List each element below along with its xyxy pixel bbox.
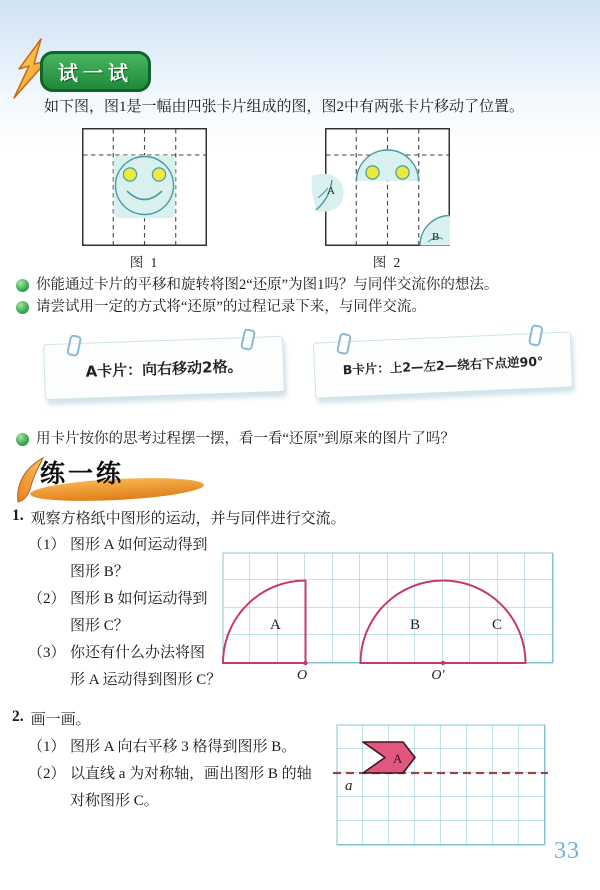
point-o-label: O <box>296 668 308 683</box>
note-card-b <box>313 331 573 398</box>
question-2-item-2 <box>28 761 348 815</box>
bullet-line-3 <box>16 430 596 450</box>
item-text: 图形 B 如何运动得到 图形 C？ <box>70 591 208 634</box>
bullet-2-text: 请尝试用一定的方式将“还原”的过程记录下来，与同伴交流。 <box>36 299 426 315</box>
figure-1-caption: 图 1 <box>129 255 160 270</box>
green-bullet-icon <box>16 301 29 314</box>
note-b-text: B卡片：上2—左2—绕右下点逆90° <box>342 353 544 378</box>
green-bullet-icon <box>16 433 29 446</box>
shape-a-label: A <box>393 751 403 766</box>
item-text: 图形 A 如何运动得到 图形 B？ <box>70 537 208 580</box>
item-number: （1） <box>28 537 66 553</box>
question-1-grid-figure <box>222 552 556 684</box>
item-text: 你还有什么办法将图 形 A 运动得到图形 C？ <box>70 645 222 688</box>
piece-a-label: A <box>327 185 335 197</box>
try-section-header <box>10 38 180 104</box>
point-o-prime-label: O′ <box>431 668 445 683</box>
item-number: （2） <box>28 766 66 782</box>
question-2-number: 2. <box>12 708 24 725</box>
question-1-item-3 <box>28 640 253 694</box>
bullet-1-text: 你能通过卡片的平移和旋转将图2“还原”为图1吗？与同伴交流你的想法。 <box>36 277 499 293</box>
figure-2-drawing <box>325 128 450 246</box>
question-1-item-1 <box>28 532 253 586</box>
figure-2-caption: 图 2 <box>372 255 403 270</box>
question-2-grid-figure <box>336 724 548 850</box>
question-1-stem <box>12 507 346 528</box>
bullet-line-1 <box>16 276 596 296</box>
item-number: （2） <box>28 591 66 607</box>
shape-c-label: C <box>492 617 503 633</box>
shape-a-label: A <box>270 617 281 633</box>
line-a-label: a <box>345 778 353 794</box>
note-a-text: A卡片：向右移动2格。 <box>85 356 243 381</box>
practice-section-header <box>12 454 252 506</box>
practice-badge-label: 练一练 <box>40 459 125 488</box>
item-text: 图形 A 向右平移 3 格得到图形 B。 <box>70 739 297 755</box>
bullet-3-text: 用卡片按你的思考过程摆一摆，看一看“还原”到原来的图片了吗？ <box>36 431 455 447</box>
question-1-item-2 <box>28 586 253 640</box>
question-1-number: 1. <box>12 507 24 524</box>
item-number: （1） <box>28 739 66 755</box>
figure-1-drawing <box>82 128 207 246</box>
try-badge-label: 试一试 <box>40 51 151 92</box>
item-text: 以直线 a 为对称轴，画出图形 B 的轴 对称图形 C。 <box>70 766 312 809</box>
bullet-line-2 <box>16 298 596 318</box>
shape-b-label: B <box>410 617 421 633</box>
piece-b-label: B <box>432 231 440 243</box>
question-2-stem <box>12 708 91 729</box>
green-bullet-icon <box>16 279 29 292</box>
question-2-item-1 <box>28 734 348 761</box>
figure-1 <box>82 128 207 271</box>
item-number: （3） <box>28 645 66 661</box>
intro-text: 如下图，图1是一幅由四张卡片组成的图，图2中有两张卡片移动了位置。 <box>44 99 525 115</box>
page-number: 33 <box>554 838 580 864</box>
question-1-text: 观察方格纸中图形的运动，并与同伴进行交流。 <box>30 511 346 527</box>
figure-2 <box>325 128 450 271</box>
note-card-a <box>43 336 285 400</box>
question-2-text: 画一画。 <box>30 712 91 728</box>
